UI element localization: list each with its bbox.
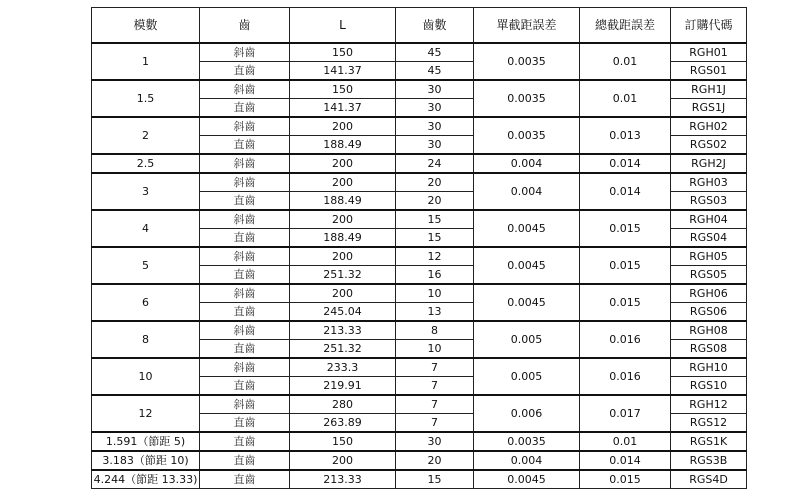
length-cell: 200 <box>290 210 396 229</box>
tooth-count-cell: 20 <box>396 192 474 211</box>
order-code-cell: RGH04 <box>671 210 747 229</box>
length-cell: 251.32 <box>290 340 396 359</box>
tooth-count-cell: 16 <box>396 266 474 285</box>
header-module: 模數 <box>92 8 200 44</box>
module-cell: 3 <box>92 173 200 210</box>
length-cell: 188.49 <box>290 229 396 248</box>
table-row <box>92 358 747 377</box>
tooth-count-cell: 15 <box>396 470 474 489</box>
module-cell: 6 <box>92 284 200 321</box>
total-pitch-error-cell: 0.013 <box>580 117 671 154</box>
tooth-type-cell: 直齒 <box>200 414 290 433</box>
tooth-count-cell: 24 <box>396 154 474 173</box>
table-row <box>92 43 747 62</box>
table-row <box>92 80 747 99</box>
table-row <box>92 154 747 173</box>
tooth-count-cell: 7 <box>396 395 474 414</box>
header-total-pitch-error: 總截距誤差 <box>580 8 671 44</box>
module-cell: 8 <box>92 321 200 358</box>
table-row <box>92 173 747 192</box>
order-code-cell: RGS1K <box>671 432 747 451</box>
length-cell: 213.33 <box>290 470 396 489</box>
single-pitch-error-cell: 0.0035 <box>474 432 580 451</box>
tooth-type-cell: 直齒 <box>200 266 290 285</box>
length-cell: 200 <box>290 117 396 136</box>
length-cell: 200 <box>290 247 396 266</box>
header-tooth-count: 齒數 <box>396 8 474 44</box>
tooth-type-cell: 斜齒 <box>200 247 290 266</box>
order-code-cell: RGH2J <box>671 154 747 173</box>
order-code-cell: RGS06 <box>671 303 747 322</box>
total-pitch-error-cell: 0.014 <box>580 173 671 210</box>
tooth-count-cell: 15 <box>396 210 474 229</box>
single-pitch-error-cell: 0.0045 <box>474 470 580 489</box>
header-length: L <box>290 8 396 44</box>
order-code-cell: RGS03 <box>671 192 747 211</box>
total-pitch-error-cell: 0.015 <box>580 247 671 284</box>
tooth-type-cell: 斜齒 <box>200 173 290 192</box>
table-header-row <box>92 8 747 44</box>
tooth-count-cell: 7 <box>396 358 474 377</box>
order-code-cell: RGS02 <box>671 136 747 155</box>
tooth-count-cell: 30 <box>396 136 474 155</box>
tooth-type-cell: 直齒 <box>200 432 290 451</box>
single-pitch-error-cell: 0.0045 <box>474 284 580 321</box>
gear-rack-spec-table <box>91 7 747 489</box>
header-tooth-type: 齒 <box>200 8 290 44</box>
length-cell: 150 <box>290 80 396 99</box>
module-cell: 4.244（節距 13.33) <box>92 470 200 489</box>
tooth-type-cell: 斜齒 <box>200 395 290 414</box>
length-cell: 188.49 <box>290 136 396 155</box>
tooth-type-cell: 直齒 <box>200 303 290 322</box>
tooth-type-cell: 直齒 <box>200 99 290 118</box>
length-cell: 233.3 <box>290 358 396 377</box>
module-cell: 10 <box>92 358 200 395</box>
length-cell: 200 <box>290 154 396 173</box>
tooth-count-cell: 30 <box>396 432 474 451</box>
length-cell: 141.37 <box>290 62 396 81</box>
table-row <box>92 117 747 136</box>
length-cell: 213.33 <box>290 321 396 340</box>
length-cell: 263.89 <box>290 414 396 433</box>
module-cell: 2 <box>92 117 200 154</box>
tooth-type-cell: 直齒 <box>200 62 290 81</box>
header-single-pitch-error: 單截距誤差 <box>474 8 580 44</box>
tooth-count-cell: 30 <box>396 117 474 136</box>
tooth-type-cell: 直齒 <box>200 451 290 470</box>
tooth-count-cell: 20 <box>396 451 474 470</box>
module-cell: 1.591（節距 5) <box>92 432 200 451</box>
tooth-count-cell: 45 <box>396 62 474 81</box>
module-cell: 12 <box>92 395 200 432</box>
tooth-count-cell: 20 <box>396 173 474 192</box>
tooth-count-cell: 12 <box>396 247 474 266</box>
tooth-count-cell: 7 <box>396 414 474 433</box>
order-code-cell: RGS04 <box>671 229 747 248</box>
total-pitch-error-cell: 0.016 <box>580 321 671 358</box>
single-pitch-error-cell: 0.0035 <box>474 117 580 154</box>
tooth-count-cell: 10 <box>396 284 474 303</box>
order-code-cell: RGS01 <box>671 62 747 81</box>
order-code-cell: RGH12 <box>671 395 747 414</box>
tooth-type-cell: 直齒 <box>200 377 290 396</box>
total-pitch-error-cell: 0.016 <box>580 358 671 395</box>
order-code-cell: RGS12 <box>671 414 747 433</box>
length-cell: 200 <box>290 451 396 470</box>
tooth-count-cell: 7 <box>396 377 474 396</box>
order-code-cell: RGS1J <box>671 99 747 118</box>
table-body <box>92 43 747 489</box>
length-cell: 188.49 <box>290 192 396 211</box>
total-pitch-error-cell: 0.01 <box>580 43 671 80</box>
tooth-type-cell: 斜齒 <box>200 43 290 62</box>
single-pitch-error-cell: 0.006 <box>474 395 580 432</box>
single-pitch-error-cell: 0.005 <box>474 321 580 358</box>
tooth-type-cell: 斜齒 <box>200 284 290 303</box>
total-pitch-error-cell: 0.015 <box>580 470 671 489</box>
tooth-type-cell: 斜齒 <box>200 117 290 136</box>
total-pitch-error-cell: 0.015 <box>580 210 671 247</box>
module-cell: 1 <box>92 43 200 80</box>
length-cell: 245.04 <box>290 303 396 322</box>
total-pitch-error-cell: 0.014 <box>580 451 671 470</box>
single-pitch-error-cell: 0.004 <box>474 173 580 210</box>
header-order-code: 訂購代碼 <box>671 8 747 44</box>
tooth-count-cell: 30 <box>396 99 474 118</box>
length-cell: 200 <box>290 284 396 303</box>
tooth-type-cell: 直齒 <box>200 192 290 211</box>
table-row <box>92 470 747 489</box>
tooth-count-cell: 10 <box>396 340 474 359</box>
tooth-type-cell: 直齒 <box>200 136 290 155</box>
order-code-cell: RGS08 <box>671 340 747 359</box>
total-pitch-error-cell: 0.01 <box>580 80 671 117</box>
single-pitch-error-cell: 0.005 <box>474 358 580 395</box>
single-pitch-error-cell: 0.004 <box>474 154 580 173</box>
length-cell: 251.32 <box>290 266 396 285</box>
tooth-type-cell: 斜齒 <box>200 321 290 340</box>
single-pitch-error-cell: 0.004 <box>474 451 580 470</box>
length-cell: 141.37 <box>290 99 396 118</box>
tooth-type-cell: 直齒 <box>200 340 290 359</box>
table-row <box>92 432 747 451</box>
tooth-count-cell: 45 <box>396 43 474 62</box>
single-pitch-error-cell: 0.0035 <box>474 80 580 117</box>
length-cell: 219.91 <box>290 377 396 396</box>
tooth-count-cell: 8 <box>396 321 474 340</box>
tooth-count-cell: 15 <box>396 229 474 248</box>
length-cell: 150 <box>290 432 396 451</box>
length-cell: 280 <box>290 395 396 414</box>
total-pitch-error-cell: 0.017 <box>580 395 671 432</box>
module-cell: 2.5 <box>92 154 200 173</box>
tooth-type-cell: 直齒 <box>200 229 290 248</box>
tooth-type-cell: 斜齒 <box>200 210 290 229</box>
tooth-type-cell: 斜齒 <box>200 80 290 99</box>
length-cell: 200 <box>290 173 396 192</box>
order-code-cell: RGH10 <box>671 358 747 377</box>
order-code-cell: RGS4D <box>671 470 747 489</box>
length-cell: 150 <box>290 43 396 62</box>
module-cell: 3.183（節距 10) <box>92 451 200 470</box>
tooth-type-cell: 直齒 <box>200 470 290 489</box>
total-pitch-error-cell: 0.01 <box>580 432 671 451</box>
total-pitch-error-cell: 0.015 <box>580 284 671 321</box>
table-row <box>92 247 747 266</box>
order-code-cell: RGH01 <box>671 43 747 62</box>
tooth-type-cell: 斜齒 <box>200 358 290 377</box>
total-pitch-error-cell: 0.014 <box>580 154 671 173</box>
order-code-cell: RGS05 <box>671 266 747 285</box>
order-code-cell: RGH06 <box>671 284 747 303</box>
module-cell: 1.5 <box>92 80 200 117</box>
order-code-cell: RGH02 <box>671 117 747 136</box>
single-pitch-error-cell: 0.0045 <box>474 247 580 284</box>
table-row <box>92 210 747 229</box>
tooth-count-cell: 30 <box>396 80 474 99</box>
module-cell: 4 <box>92 210 200 247</box>
tooth-count-cell: 13 <box>396 303 474 322</box>
table-row <box>92 284 747 303</box>
single-pitch-error-cell: 0.0035 <box>474 43 580 80</box>
order-code-cell: RGH08 <box>671 321 747 340</box>
order-code-cell: RGS3B <box>671 451 747 470</box>
single-pitch-error-cell: 0.0045 <box>474 210 580 247</box>
table-row <box>92 451 747 470</box>
order-code-cell: RGH05 <box>671 247 747 266</box>
module-cell: 5 <box>92 247 200 284</box>
order-code-cell: RGH03 <box>671 173 747 192</box>
order-code-cell: RGS10 <box>671 377 747 396</box>
table-row <box>92 321 747 340</box>
order-code-cell: RGH1J <box>671 80 747 99</box>
table-row <box>92 395 747 414</box>
tooth-type-cell: 斜齒 <box>200 154 290 173</box>
